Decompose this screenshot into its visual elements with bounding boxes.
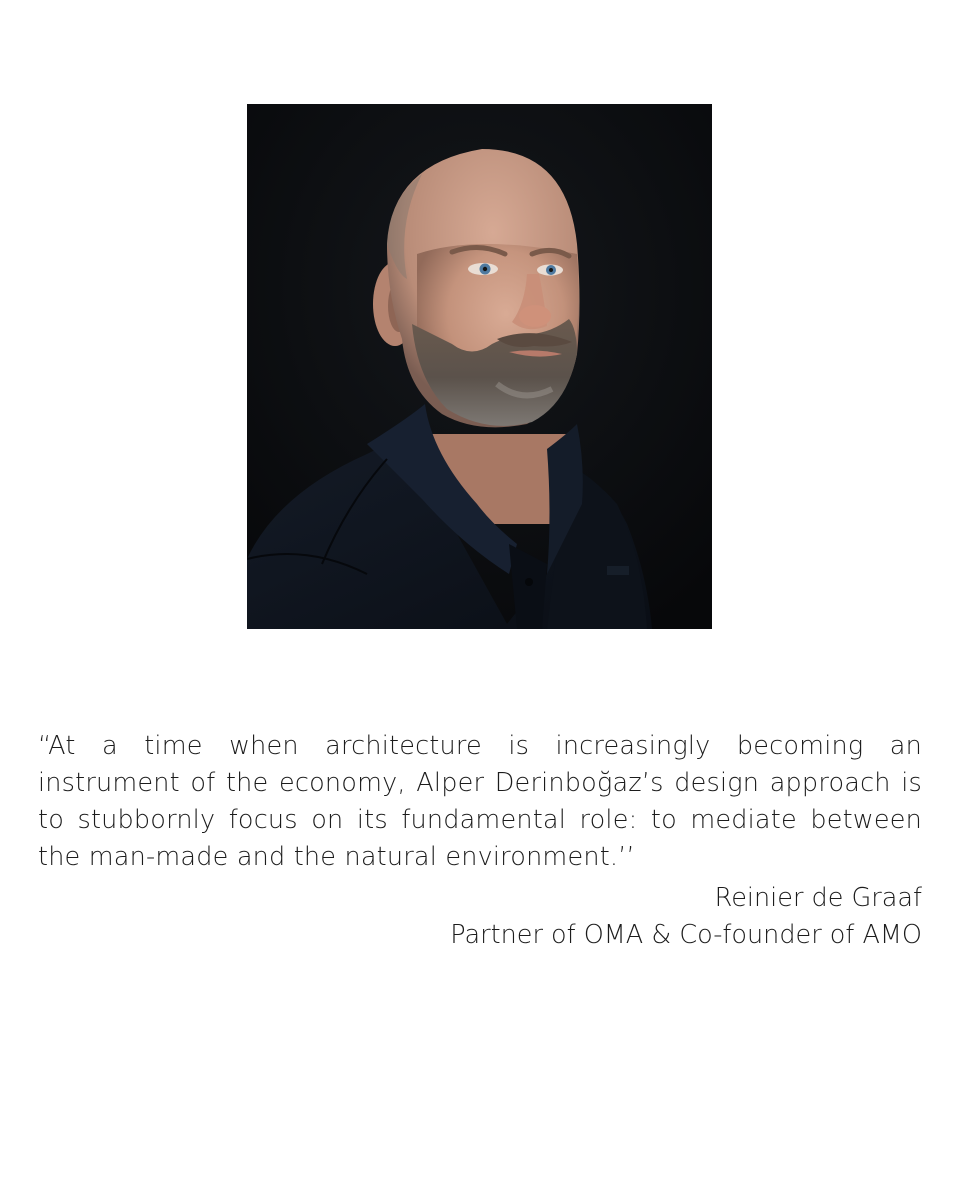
attribution — [38, 880, 922, 954]
portrait-photo — [247, 104, 712, 629]
quote-text: “At a time when architecture is increasingly becoming an instrument of the economy, Alper Derinboğaz’s design approach is to stubbornly focus on its fundamental role: to mediate between the man-made and the natural environment.’’ — [38, 731, 922, 872]
quote-block — [38, 728, 922, 954]
portrait-illustration — [247, 104, 712, 629]
attribution-title: Partner of OMA & Co-founder of AMO — [450, 920, 922, 950]
attribution-name: Reinier de Graaf — [714, 883, 922, 913]
